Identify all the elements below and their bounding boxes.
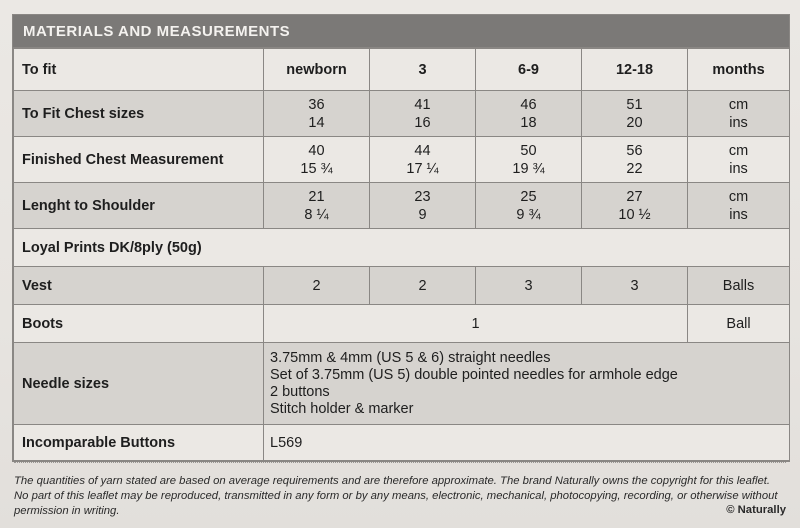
unit-cm: cm bbox=[728, 96, 749, 113]
length-cell bbox=[476, 183, 582, 229]
chest-ins: 14 bbox=[308, 114, 325, 131]
brand-copyright: © Naturally bbox=[726, 504, 786, 516]
unit-ins: ins bbox=[729, 160, 748, 177]
length-cell bbox=[370, 183, 476, 229]
finished-chest-label: Finished Chest Measurement bbox=[14, 137, 264, 183]
finished-cm: 56 bbox=[626, 142, 643, 159]
measurements-grid bbox=[13, 48, 790, 461]
chest-cm: 41 bbox=[414, 96, 431, 113]
length-ins: 8 ¼ bbox=[304, 206, 329, 223]
chest-cm: 36 bbox=[308, 96, 325, 113]
finished-ins: 15 ¾ bbox=[300, 160, 333, 177]
section-title: MATERIALS AND MEASUREMENTS bbox=[13, 15, 789, 48]
boots-row bbox=[14, 305, 790, 343]
length-row bbox=[14, 183, 790, 229]
buttons-row bbox=[14, 425, 790, 461]
chest-ins: 18 bbox=[520, 114, 537, 131]
boots-unit: Ball bbox=[688, 305, 790, 343]
vest-label: Vest bbox=[14, 267, 264, 305]
finished-cell bbox=[582, 137, 688, 183]
copyright-notice: The quantities of yarn stated are based on average requirements and are therefore approximate. The brand Naturally owns the copyright for this leaflet. No part of this leaflet may be reproduced, transmitted in any form or by any means, electronic, mechanical, photocopying, recording, or otherwise without permission in writing. bbox=[14, 475, 778, 517]
chest-ins: 16 bbox=[414, 114, 431, 131]
chest-cell bbox=[476, 91, 582, 137]
vest-row bbox=[14, 267, 790, 305]
size-3: 3 bbox=[370, 49, 476, 91]
vest-balls: 3 bbox=[582, 267, 688, 305]
unit-ins: ins bbox=[729, 206, 748, 223]
finished-cell bbox=[370, 137, 476, 183]
length-ins: 9 ¾ bbox=[516, 206, 541, 223]
finished-cell bbox=[476, 137, 582, 183]
needles-list bbox=[264, 343, 790, 425]
length-cm: 21 bbox=[308, 188, 325, 205]
needles-item: Set of 3.75mm (US 5) double pointed needles for armhole edge bbox=[270, 366, 678, 383]
chest-cm: 51 bbox=[626, 96, 643, 113]
chest-cell bbox=[264, 91, 370, 137]
length-ins: 10 ½ bbox=[618, 206, 651, 223]
chest-cell bbox=[370, 91, 476, 137]
boots-balls: 1 bbox=[264, 305, 688, 343]
finished-ins: 17 ¼ bbox=[406, 160, 439, 177]
unit-cm: cm bbox=[728, 188, 749, 205]
finished-unit bbox=[688, 137, 790, 183]
chest-cm: 46 bbox=[520, 96, 537, 113]
size-12-18: 12-18 bbox=[582, 49, 688, 91]
size-unit: months bbox=[688, 49, 790, 91]
finished-cell bbox=[264, 137, 370, 183]
materials-table bbox=[12, 14, 790, 462]
footer-divider bbox=[14, 462, 786, 463]
buttons-code: L569 bbox=[264, 425, 790, 461]
finished-ins: 22 bbox=[626, 160, 643, 177]
finished-chest-row bbox=[14, 137, 790, 183]
to-fit-label: To fit bbox=[14, 49, 264, 91]
finished-cm: 44 bbox=[414, 142, 431, 159]
size-newborn: newborn bbox=[264, 49, 370, 91]
chest-ins: 20 bbox=[626, 114, 643, 131]
vest-unit: Balls bbox=[688, 267, 790, 305]
buttons-label: Incomparable Buttons bbox=[14, 425, 264, 461]
needles-item: 2 buttons bbox=[270, 383, 330, 400]
chest-row bbox=[14, 91, 790, 137]
length-unit bbox=[688, 183, 790, 229]
length-ins: 9 bbox=[418, 206, 427, 223]
size-6-9: 6-9 bbox=[476, 49, 582, 91]
yarn-label: Loyal Prints DK/8ply (50g) bbox=[14, 229, 790, 267]
chest-unit bbox=[688, 91, 790, 137]
length-cm: 27 bbox=[626, 188, 643, 205]
chest-cell bbox=[582, 91, 688, 137]
length-cell bbox=[264, 183, 370, 229]
finished-ins: 19 ¾ bbox=[512, 160, 545, 177]
needles-item: 3.75mm & 4mm (US 5 & 6) straight needles bbox=[270, 349, 551, 366]
unit-cm: cm bbox=[728, 142, 749, 159]
vest-balls: 2 bbox=[370, 267, 476, 305]
finished-cm: 40 bbox=[308, 142, 325, 159]
needles-label: Needle sizes bbox=[14, 343, 264, 425]
chest-label: To Fit Chest sizes bbox=[14, 91, 264, 137]
length-label: Lenght to Shoulder bbox=[14, 183, 264, 229]
unit-ins: ins bbox=[729, 114, 748, 131]
size-header-row bbox=[14, 49, 790, 91]
length-cm: 23 bbox=[414, 188, 431, 205]
length-cm: 25 bbox=[520, 188, 537, 205]
needles-row bbox=[14, 343, 790, 425]
length-cell bbox=[582, 183, 688, 229]
vest-balls: 3 bbox=[476, 267, 582, 305]
needles-item: Stitch holder & marker bbox=[270, 400, 414, 417]
boots-label: Boots bbox=[14, 305, 264, 343]
vest-balls: 2 bbox=[264, 267, 370, 305]
yarn-row bbox=[14, 229, 790, 267]
finished-cm: 50 bbox=[520, 142, 537, 159]
